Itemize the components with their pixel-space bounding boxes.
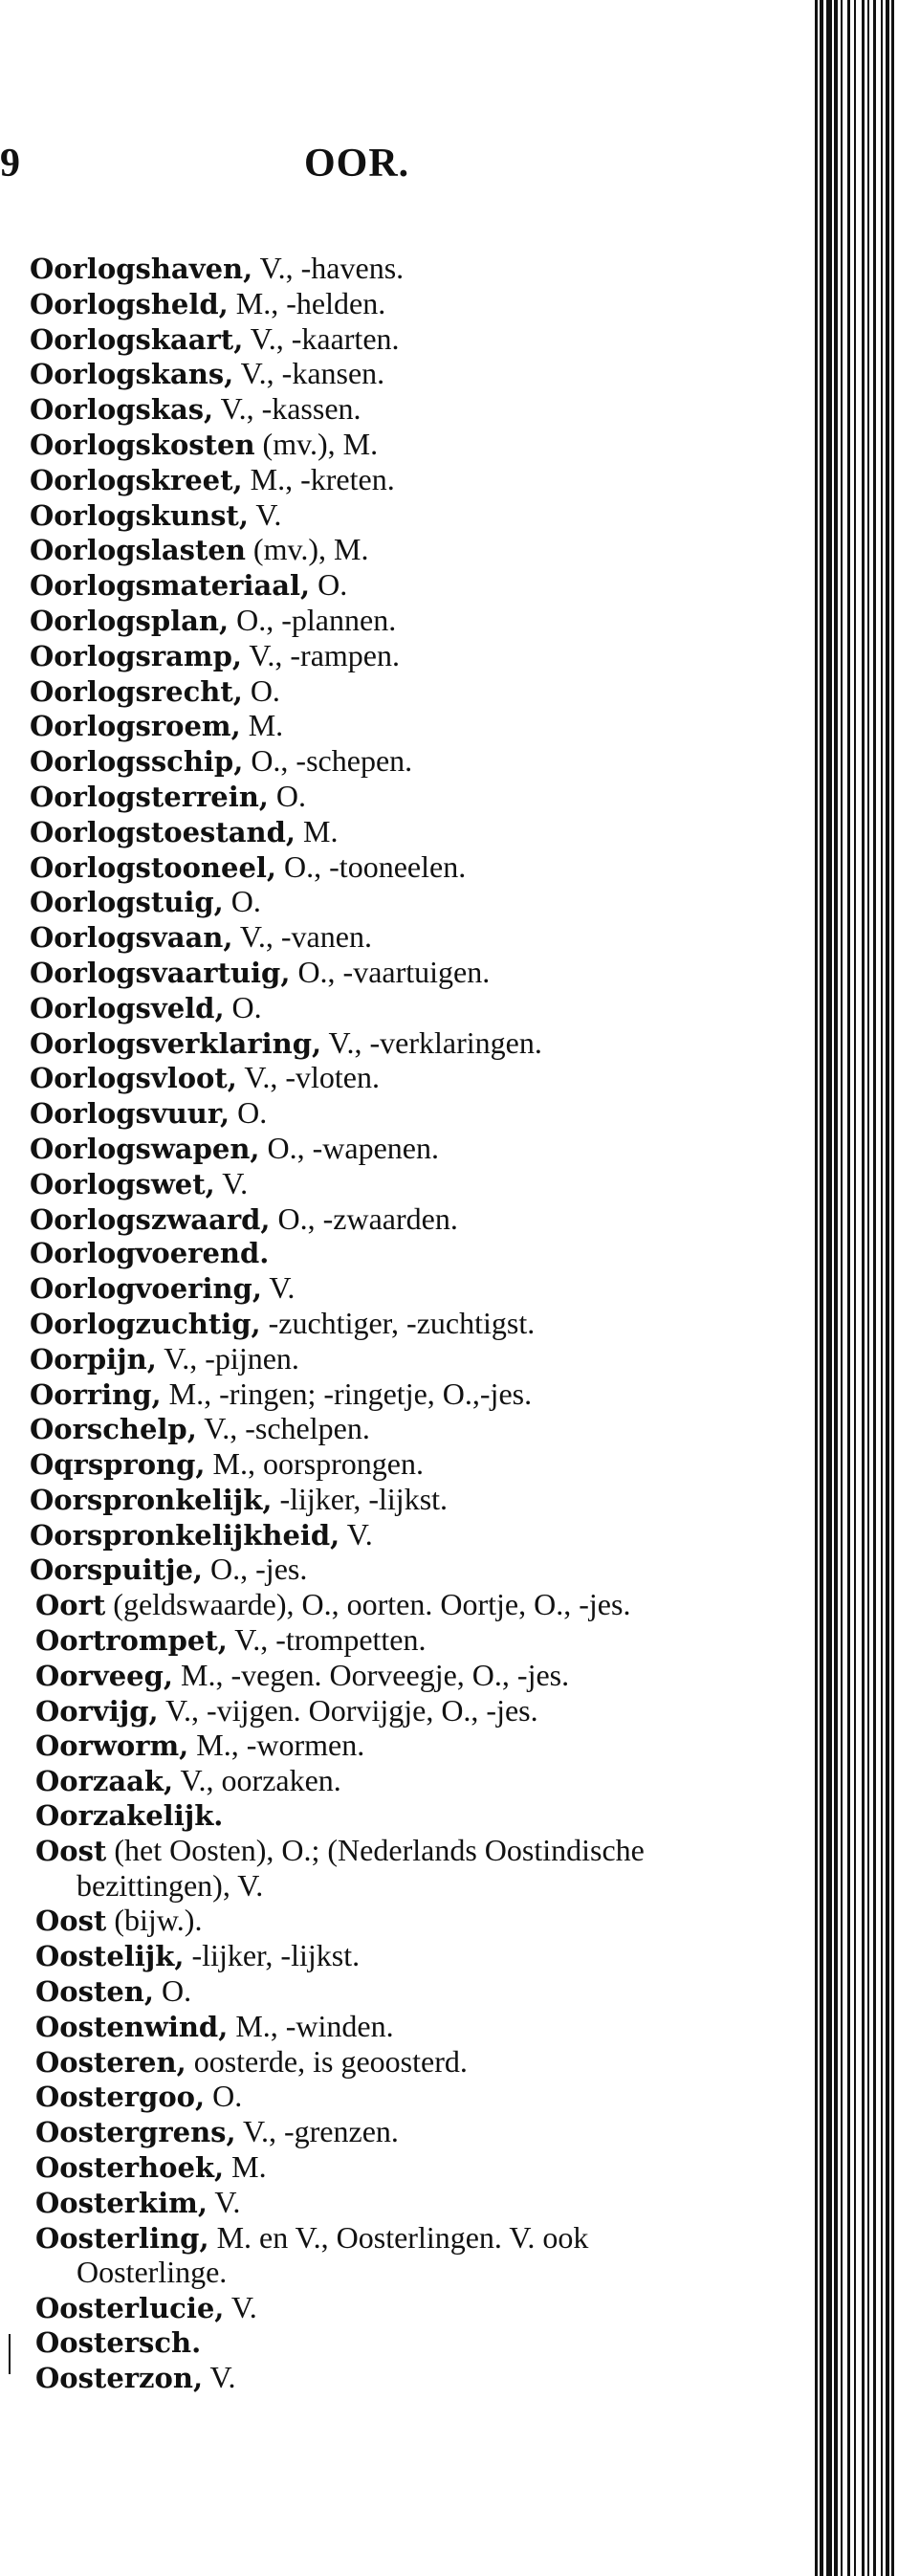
entry-grammar: O., -wapenen.	[259, 1130, 439, 1165]
dictionary-entry	[30, 1026, 737, 1062]
entry-grammar: V., -trompetten.	[227, 1622, 427, 1658]
entry-headword: Oorworm,	[35, 1729, 189, 1763]
entry-headword: Oosterhoek,	[35, 2151, 225, 2185]
entry-grammar: O.	[205, 2079, 243, 2114]
entry-grammar: O., -schepen.	[243, 743, 413, 779]
entry-headword: Oorlogvoering,	[30, 1272, 262, 1306]
entry-headword: Oostelijk,	[35, 1940, 185, 1973]
entry-headword: Oost	[35, 1904, 107, 1938]
entry-headword: Oorlogstooneel,	[30, 850, 277, 884]
dictionary-entry	[30, 1799, 737, 1834]
entry-headword: Oostergoo,	[35, 2081, 206, 2114]
dictionary-entry	[30, 1834, 737, 1904]
entry-grammar: oosterde, is geoosterd.	[186, 2043, 468, 2079]
entry-headword: Oost	[35, 1834, 107, 1867]
entry-grammar: M.	[224, 2149, 267, 2185]
page-number: 9	[0, 142, 20, 186]
dictionary-entry	[30, 1167, 737, 1202]
dictionary-entry	[30, 1764, 737, 1799]
dictionary-entry	[30, 1974, 737, 2010]
dictionary-entry	[30, 1904, 737, 1939]
dictionary-entry	[30, 2186, 737, 2221]
entry-grammar: M.	[240, 708, 284, 743]
entry-headword: Oorlogskunst,	[30, 498, 249, 532]
entry-grammar: O., -vaartuigen.	[290, 954, 491, 989]
entry-headword: Oorlogsheld,	[30, 287, 229, 320]
dictionary-entry	[30, 1307, 737, 1342]
entry-grammar: (mv.), M.	[254, 426, 379, 461]
dictionary-entry	[30, 287, 737, 322]
dictionary-entry	[30, 920, 737, 956]
entry-headword: Oorspuitje,	[30, 1553, 204, 1587]
entry-headword: Oorlogstoestand,	[30, 815, 296, 848]
entry-headword: Oorlogsramp,	[30, 639, 242, 672]
binding-stripe	[891, 0, 894, 2576]
dictionary-entry	[30, 639, 737, 674]
dictionary-entry	[30, 604, 737, 639]
entry-grammar: O.	[230, 1095, 268, 1131]
entry-grammar: M. en V., Oosterlingen. V. ook Oosterlinge.	[77, 2219, 589, 2290]
entry-grammar: -lijker, -lijkst.	[184, 1938, 361, 1973]
dictionary-entry	[30, 428, 737, 463]
dictionary-entry	[30, 991, 737, 1026]
entry-grammar: M., oorsprongen.	[205, 1446, 424, 1482]
dictionary-entry	[30, 533, 737, 568]
entry-grammar: V., oorzaken.	[173, 1763, 341, 1798]
entry-grammar: O.	[223, 884, 261, 919]
dictionary-entry	[30, 1237, 737, 1271]
entry-list	[30, 252, 737, 2396]
entry-grammar: O.	[310, 567, 348, 603]
entry-headword: Oorlogsterrein,	[30, 780, 269, 813]
entry-headword: Oqrsprong,	[30, 1448, 206, 1482]
entry-headword: Oorlogvoerend.	[30, 1237, 270, 1270]
entry-headword: Oorlogskreet,	[30, 463, 243, 496]
entry-grammar: M., -helden.	[228, 285, 386, 320]
entry-grammar: O., -zwaarden.	[270, 1200, 458, 1236]
entry-grammar: V., -rampen.	[241, 637, 400, 672]
dictionary-entry	[30, 850, 737, 886]
entry-grammar: -zuchtiger, -zuchtigst.	[260, 1305, 536, 1340]
entry-headword: Oorspronkelijkheid,	[30, 1518, 340, 1552]
entry-grammar: (geldswaarde), O., oorten. Oortje, O., -jes.	[105, 1587, 631, 1622]
entry-headword: Oorlogswapen,	[30, 1132, 260, 1165]
dictionary-entry	[30, 463, 737, 498]
entry-headword: Oorlogsschip,	[30, 745, 244, 779]
entry-headword: Oortrompet,	[35, 1624, 228, 1658]
dictionary-entry	[30, 2080, 737, 2115]
entry-headword: Oorlogsvaan,	[30, 921, 233, 955]
entry-grammar: V., -vloten.	[236, 1060, 380, 1095]
entry-grammar: O.	[242, 672, 280, 708]
entry-headword: Oorlogskans,	[30, 358, 234, 391]
entry-grammar: V., -kansen.	[233, 356, 385, 391]
entry-headword: Oorschelp,	[30, 1413, 197, 1446]
entry-headword: Oosteren,	[35, 2045, 186, 2079]
entry-headword: Oorlogskosten	[30, 428, 255, 461]
entry-grammar: O., -jes.	[203, 1552, 308, 1587]
binding-edge	[815, 0, 898, 2576]
entry-headword: Oorpijn,	[30, 1342, 157, 1376]
entry-headword: Oosterlucie,	[35, 2292, 225, 2325]
dictionary-entry	[30, 2221, 737, 2292]
entry-headword: Oorlogsvaartuig,	[30, 956, 291, 989]
entry-headword: Oorspronkelijk,	[30, 1483, 273, 1516]
dictionary-entry	[30, 1659, 737, 1694]
entry-grammar: V., -kaarten.	[243, 320, 400, 356]
entry-headword: Oorzakelijk.	[35, 1799, 224, 1833]
entry-headword: Oorlogsveld,	[30, 991, 225, 1024]
dictionary-entry	[30, 1132, 737, 1167]
entry-grammar: O.	[153, 1973, 192, 2009]
dictionary-entry	[30, 1623, 737, 1659]
dictionary-entry	[30, 1271, 737, 1307]
dictionary-entry	[30, 2150, 737, 2186]
entry-grammar: -lijker, -lijkst.	[272, 1481, 449, 1516]
entry-headword: Oorzaak,	[35, 1765, 174, 1798]
dictionary-entry	[30, 956, 737, 991]
entry-headword: Oostersch.	[35, 2326, 202, 2360]
entry-grammar: V., -kassen.	[213, 391, 361, 427]
dictionary-entry	[30, 674, 737, 710]
entry-headword: Oorlogsplan,	[30, 604, 230, 637]
dictionary-entry	[30, 568, 737, 604]
entry-grammar: (bijw.).	[106, 1903, 203, 1938]
dictionary-entry	[30, 1412, 737, 1447]
entry-grammar: M., -vegen. Oorveegje, O., -jes.	[173, 1657, 570, 1692]
dictionary-entry	[30, 1939, 737, 1974]
entry-headword: Oorlogshaven,	[30, 253, 253, 285]
dictionary-entry	[30, 780, 737, 815]
dictionary-entry	[30, 885, 737, 920]
entry-grammar: V., -verklaringen.	[321, 1024, 542, 1060]
entry-grammar: (het Oosten), O.; (Nederlands Oostindische bezittingen), V.	[77, 1832, 645, 1903]
dictionary-entry	[30, 322, 737, 358]
entry-grammar: V.	[261, 1270, 296, 1306]
entry-headword: Oorlogsverklaring,	[30, 1026, 322, 1060]
entry-headword: Oorvijg,	[35, 1694, 159, 1728]
dictionary-entry	[30, 1342, 737, 1377]
entry-headword: Oosterkim,	[35, 2186, 208, 2219]
dictionary-entry	[30, 1483, 737, 1518]
entry-headword: Oorlogsroem,	[30, 710, 241, 743]
entry-grammar: V., -schelpen.	[196, 1411, 370, 1446]
dictionary-entry	[30, 1377, 737, 1413]
running-head: OOR.	[304, 142, 410, 186]
entry-grammar: M.	[296, 813, 339, 848]
entry-grammar: V.	[207, 2184, 241, 2219]
entry-headword: Oorlogsvloot,	[30, 1062, 237, 1095]
entry-headword: Oorlogskas,	[30, 393, 214, 427]
entry-headword: Oosten,	[35, 1975, 154, 2009]
dictionary-entry	[30, 498, 737, 534]
entry-headword: Oorlogzuchtig,	[30, 1307, 261, 1340]
entry-grammar: O.	[268, 778, 307, 813]
dictionary-entry	[30, 1202, 737, 1238]
entry-headword: Oosterzon,	[35, 2361, 204, 2394]
dictionary-entry	[30, 2291, 737, 2326]
dictionary-entry	[30, 744, 737, 780]
dictionary-entry	[30, 1552, 737, 1588]
entry-grammar: M., -winden.	[228, 2008, 394, 2043]
entry-headword: Oorlogsmateriaal,	[30, 569, 311, 603]
entry-headword: Oosterling,	[35, 2221, 209, 2255]
dictionary-entry	[30, 815, 737, 850]
dictionary-entry	[30, 1588, 737, 1623]
entry-grammar: V., -grenzen.	[235, 2114, 399, 2149]
dictionary-entry	[30, 357, 737, 392]
entry-headword: Oorring,	[30, 1377, 162, 1411]
dictionary-entry	[30, 252, 737, 287]
dictionary-entry	[30, 2115, 737, 2150]
entry-grammar: V.	[339, 1516, 373, 1552]
entry-headword: Oorlogsrecht,	[30, 674, 243, 708]
entry-grammar: V., -vanen.	[232, 919, 372, 955]
entry-headword: Oostergrens,	[35, 2116, 236, 2149]
entry-grammar: V.	[203, 2359, 236, 2394]
entry-headword: Oorlogszwaard,	[30, 1202, 271, 1236]
dictionary-entry	[30, 2326, 737, 2361]
dictionary-entry	[30, 1694, 737, 1729]
entry-grammar: V., -vijgen. Oorvijgje, O., -jes.	[158, 1692, 538, 1728]
entry-headword: Oorlogsvuur,	[30, 1097, 230, 1131]
dictionary-entry	[30, 2010, 737, 2045]
entry-grammar: M., -kreten.	[242, 461, 395, 496]
entry-grammar: O.	[224, 989, 262, 1024]
dictionary-entry	[30, 1728, 737, 1764]
entry-grammar: M., -ringen; -ringetje, O.,-jes.	[161, 1376, 533, 1411]
entry-headword: Oorlogskaart,	[30, 322, 244, 356]
margin-rule	[9, 2334, 11, 2374]
entry-grammar: (mv.), M.	[245, 532, 369, 567]
entry-grammar: V., -pijnen.	[156, 1340, 299, 1376]
entry-grammar: O., -tooneelen.	[276, 848, 467, 884]
dictionary-entry	[30, 709, 737, 744]
dictionary-entry	[30, 1518, 737, 1553]
entry-headword: Oorlogswet,	[30, 1167, 215, 1200]
entry-grammar: V.	[248, 496, 282, 532]
dictionary-entry	[30, 1061, 737, 1096]
entry-headword: Oorveeg,	[35, 1659, 174, 1692]
entry-headword: Oorlogstuig,	[30, 886, 224, 919]
entry-grammar: V.	[214, 1165, 249, 1200]
entry-grammar: V., -havens.	[252, 251, 405, 285]
dictionary-entry	[30, 2361, 737, 2396]
dictionary-entry	[30, 1096, 737, 1132]
entry-grammar: O., -plannen.	[229, 602, 397, 637]
dictionary-entry	[30, 2045, 737, 2081]
entry-headword: Oostenwind,	[35, 2010, 229, 2043]
dictionary-entry	[30, 1447, 737, 1483]
entry-headword: Oort	[35, 1589, 106, 1622]
entry-grammar: V.	[224, 2290, 257, 2325]
entry-headword: Oorlogslasten	[30, 534, 246, 567]
entry-grammar: M., -wormen.	[188, 1728, 365, 1763]
dictionary-entry	[30, 392, 737, 428]
